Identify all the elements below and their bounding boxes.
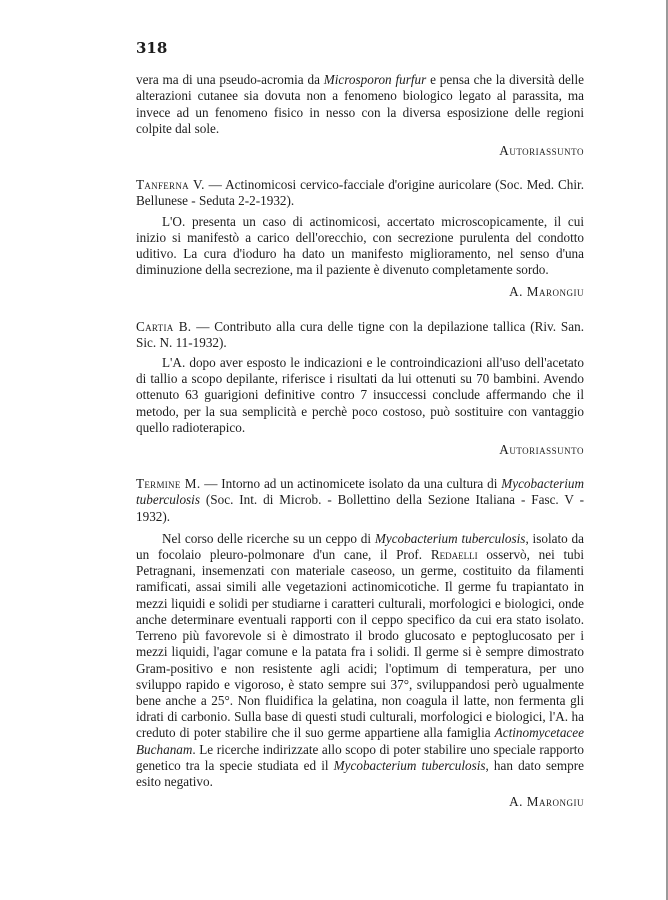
entry-1-body: L'O. presenta un caso di actinomicosi, accertato microscopicamente, il cui inizio si manifestò a carico dell'orecchio, con secrezione purulenta del condotto uditivo. La cura d'ioduro ha dato un manifesto miglioramento, nel senso d'una diminuzione della secrezione, ma il paziente è divenuto completamente sordo.	[136, 213, 584, 278]
entry-3-body-italic-1: Mycobacterium tuberculosis	[374, 530, 526, 546]
entry-3-title-italic: Mycobacterium tuberculosis	[136, 476, 584, 508]
entry-1-signature: A. Marongiu	[509, 284, 584, 300]
entry-1-title: — Actinomicosi cervico-facciale d'origine auricolare (Soc. Med. Chir. Bellunese - Seduta 2-2-1932).	[136, 177, 584, 209]
intro-paragraph	[136, 72, 584, 137]
entry-3-title-b: (Soc. Int. di Microb. - Bollettino della Sezione Italiana - Fasc. V - 1932).	[136, 492, 584, 524]
entry-3-body-3: osservò, nei tubi Petragnani, insemenzati con materiale caseoso, un germe, costituito da filamenti ramificati, assai simili alle vegetazioni actinomicotiche. Il germe fu trapiantato in mezzi liquidi e solidi per studiarne i caratteri culturali, morfologici e biologici, onde anche determinare eventuali rapporti con il ceppo specifico da cui era stato isolato. Terreno più favorevole si è dimostrato il brodo glucosato e peptoglucosato per i mezzi liquidi, l'agar comune e la patata fra i solidi. Il germe si è sempre dimostrato Gram-positivo e non resistente agli acidi; l'optimum di temperatura, per uno sviluppo rapido e vigoroso, è stato sempre sui 37°, sviluppandosi però ugualmente bene anche a 25°. Non fluidifica la gelatina, non coagula il latte, non fermenta gli idrati di carbonio. Sulla base di questi studi culturali, morfologici e biologici, l'A. ha creduto di poter stabilire che il suo germe appartiene alla famiglia	[136, 547, 584, 741]
entry-2-author: Cartia B.	[136, 318, 192, 334]
entry-3-body-5: , han dato sempre esito negativo.	[136, 757, 584, 789]
entry-3-body-italic-2: Actinomycetacee Buchanam	[136, 725, 584, 757]
entry-3-body	[136, 531, 584, 790]
entry-3-body-1: Nel corso delle ricerche su un ceppo di	[162, 530, 375, 546]
entry-3-author: Termine M.	[136, 476, 201, 492]
entry-1-heading	[136, 177, 584, 209]
entry-3-body-2: , isolato da un focolaio pleuro-polmonare d'un cane, il Prof.	[136, 530, 584, 563]
intro-signature: Autoriassunto	[499, 143, 584, 159]
intro-text-cont: e pensa che la diversità delle alterazioni cutanee sia dovuta non a fenomeno biologico legato al parassita, ma invece ad un fenomeno fisico in nesso con la diversa esposizione delle regioni colpite dal sole.	[136, 72, 584, 136]
entry-3-title-a: — Intorno ad un actinomicete isolato da una cultura di	[200, 476, 502, 492]
entry-3-body-4: . Le ricerche indirizzate allo scopo di poter stabilire uno speciale rapporto genetico tra la specie studiata ed il	[136, 741, 584, 773]
intro-italic-species: Microsporon furfur	[323, 72, 427, 88]
entry-2-title: — Contributo alla cura delle tigne con la depilazione tallica (Riv. San. Sic. N. 11-1932).	[136, 318, 585, 350]
entry-2-signature: Autoriassunto	[499, 442, 584, 458]
entry-1-author: Tanferna V.	[136, 177, 205, 193]
entry-3-signature: A. Marongiu	[509, 794, 584, 810]
entry-2-body: L'A. dopo aver esposto le indicazioni e le controindicazioni all'uso dell'acetato di tallio a scopo depilante, riferisce i risultati da lui ottenuti su 70 bambini. Avendo ottenuto 63 guarigioni definitive contro 7 insuccessi conclude affermando che il metodo, per la sua semplicità e perchè poco costoso, può sostituire con vantaggio quello radioterapico.	[136, 355, 584, 435]
intro-text: vera ma di una pseudo-acromia da	[136, 72, 324, 88]
page-number: 318	[136, 39, 168, 57]
entry-3-heading	[136, 476, 584, 525]
entry-2-heading	[136, 319, 584, 351]
document-page	[136, 40, 584, 828]
entry-3-body-smallcaps: Redaelli	[430, 547, 478, 563]
entry-3-body-italic-3: Mycobacterium tuberculosis	[333, 757, 486, 773]
